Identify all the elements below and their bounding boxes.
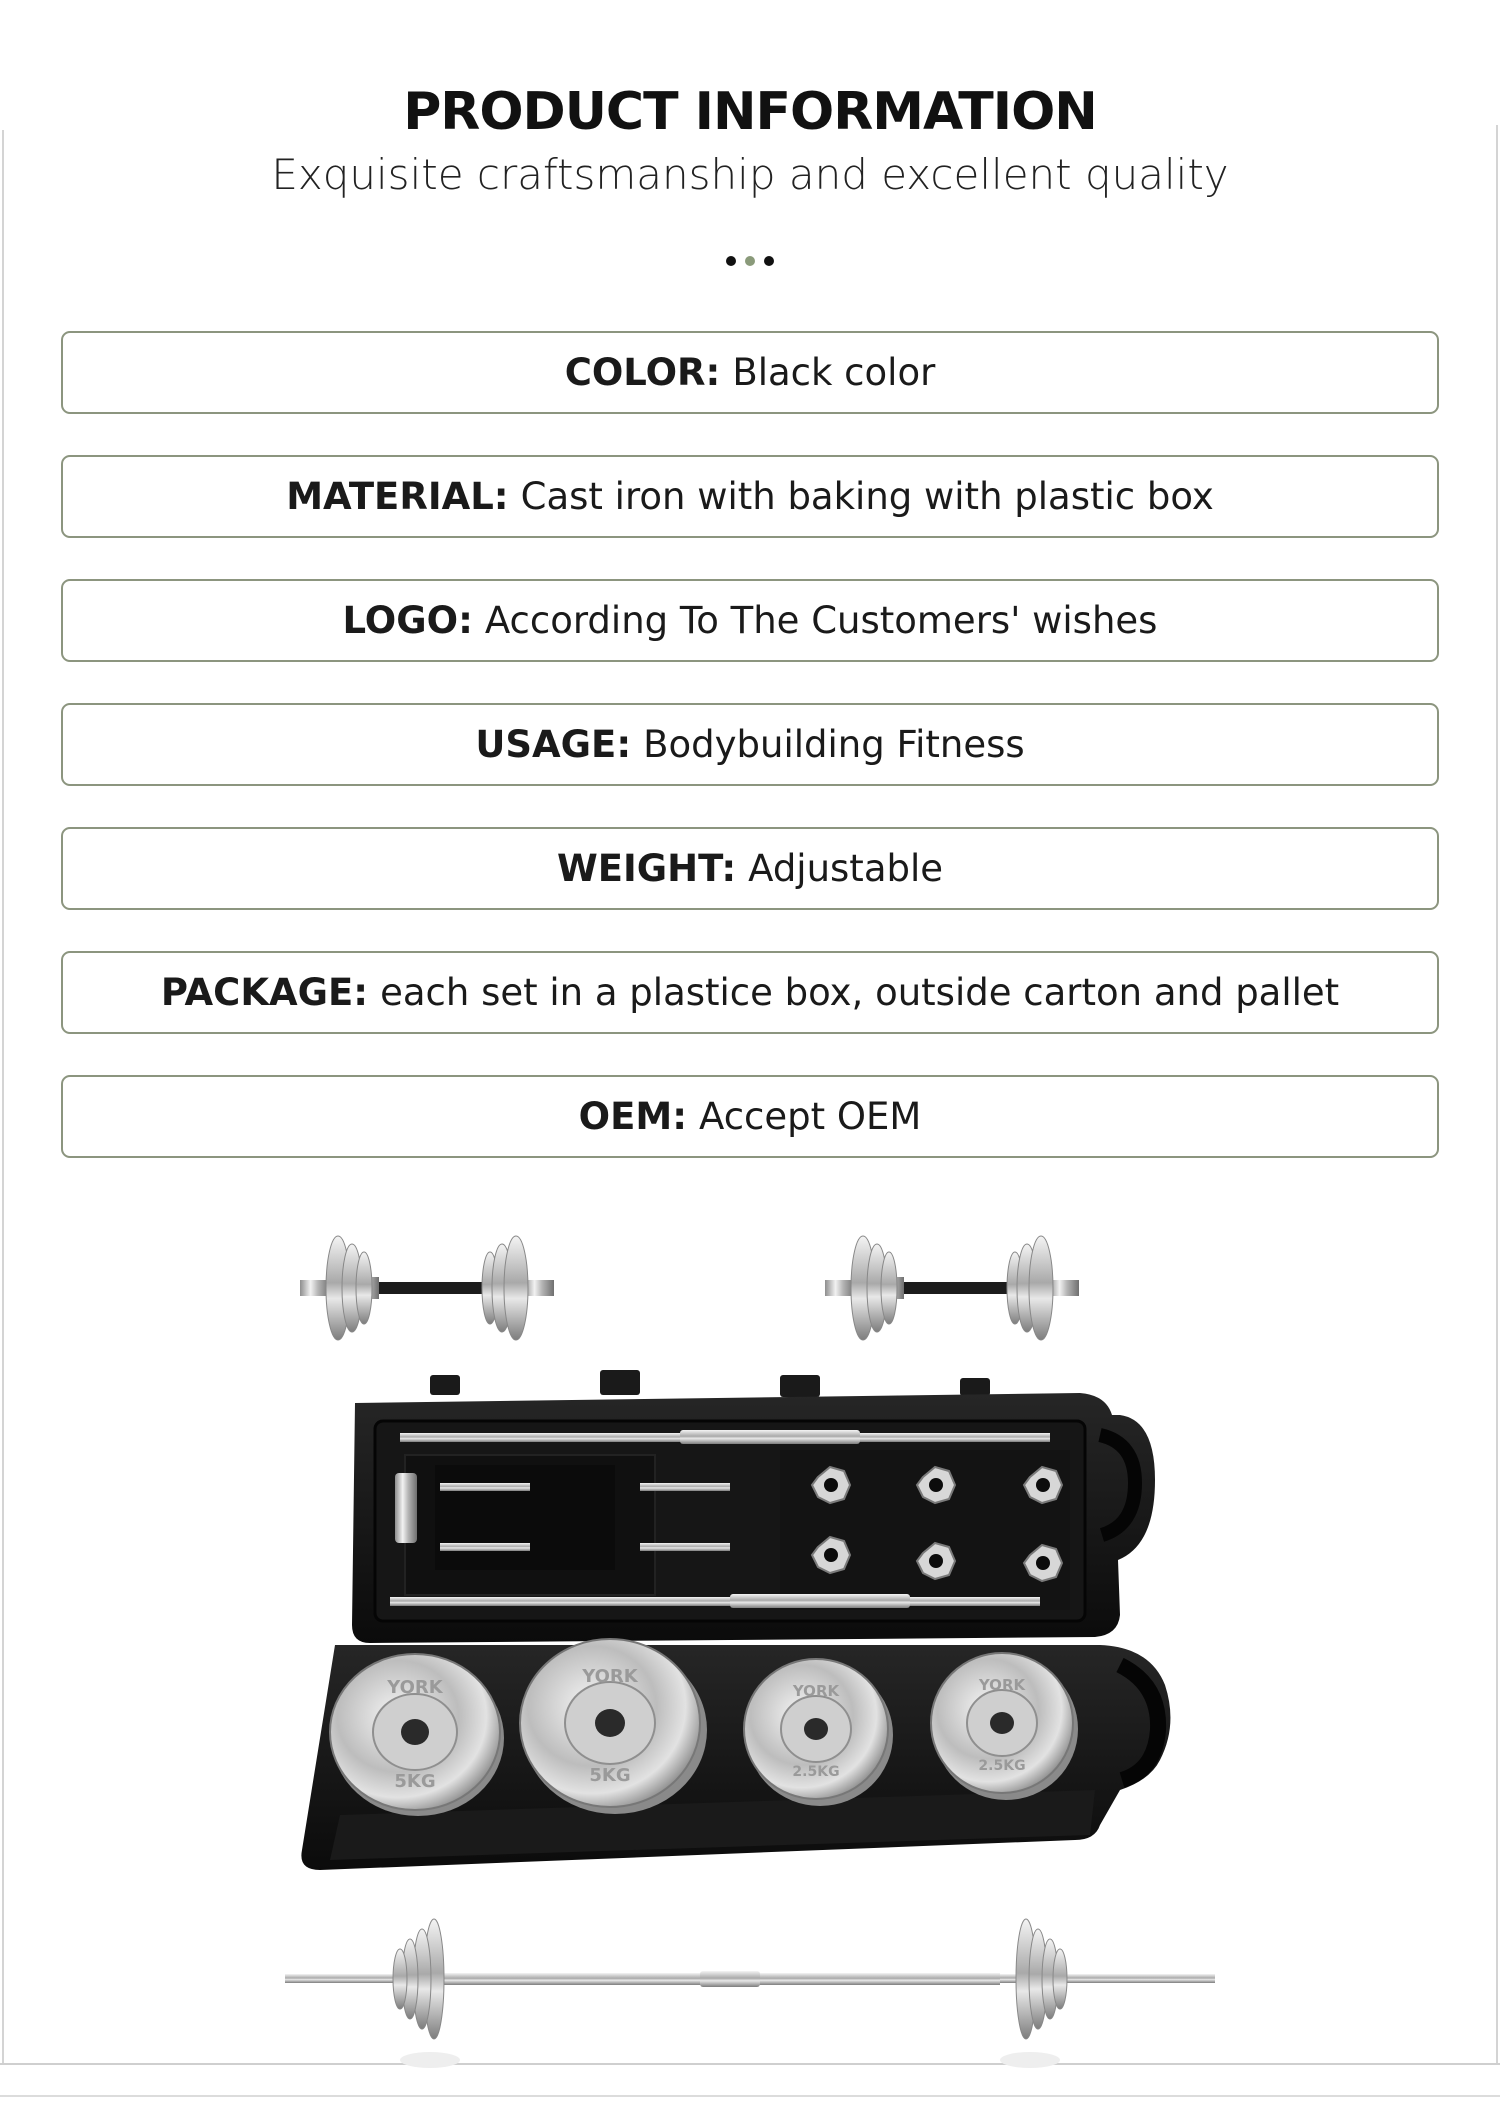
spec-value: Cast iron with baking with plastic box (520, 475, 1214, 518)
frame-left-border (2, 130, 4, 2065)
dot-icon (745, 256, 755, 266)
spec-key: WEIGHT: (556, 847, 737, 890)
spec-list (61, 331, 1439, 1199)
spec-value: Adjustable (748, 847, 944, 890)
plate-label: 2.5KG (978, 1758, 1026, 1774)
plate-label: 5KG (589, 1765, 631, 1786)
spec-row-package (61, 951, 1439, 1034)
dot-icon (764, 256, 774, 266)
plate-label: 5KG (394, 1771, 436, 1792)
spec-key: PACKAGE: (160, 971, 369, 1014)
page-subtitle: Exquisite craftsmanship and excellent quality (271, 150, 1229, 199)
spec-row-logo (61, 579, 1439, 662)
spec-key: USAGE: (475, 723, 632, 766)
spec-row-material (61, 455, 1439, 538)
spec-value: Black color (732, 351, 936, 394)
page-title: PRODUCT INFORMATION (403, 82, 1097, 142)
spec-key: OEM: (578, 1095, 688, 1138)
dumbbell-icon (825, 1236, 1079, 1340)
barbell-icon (285, 1919, 1215, 2068)
frame-right-border (1496, 125, 1498, 2065)
spec-row-usage (61, 703, 1439, 786)
plate-label: YORK (792, 1682, 840, 1700)
spec-key: COLOR: (564, 351, 721, 394)
case-lid (352, 1370, 1155, 1643)
spec-row-oem (61, 1075, 1439, 1158)
plate-label: YORK (582, 1666, 638, 1687)
spec-value: According To The Customers' wishes (484, 599, 1158, 642)
spec-value: Accept OEM (699, 1095, 922, 1138)
product-image (260, 1215, 1240, 2095)
spec-value: Bodybuilding Fitness (643, 723, 1025, 766)
spec-key: LOGO: (342, 599, 473, 642)
spec-row-weight (61, 827, 1439, 910)
spec-row-color (61, 331, 1439, 414)
dumbbell-icon (300, 1236, 554, 1340)
plate-label: 2.5KG (792, 1764, 840, 1780)
plate-label: YORK (978, 1676, 1026, 1694)
decorative-dots (0, 256, 1500, 266)
frame-bottom-border-secondary (0, 2095, 1500, 2097)
spec-value: each set in a plastice box, outside carton and pallet (380, 971, 1340, 1014)
dot-icon (726, 256, 736, 266)
plate-label: YORK (387, 1677, 443, 1698)
spec-key: MATERIAL: (286, 475, 509, 518)
